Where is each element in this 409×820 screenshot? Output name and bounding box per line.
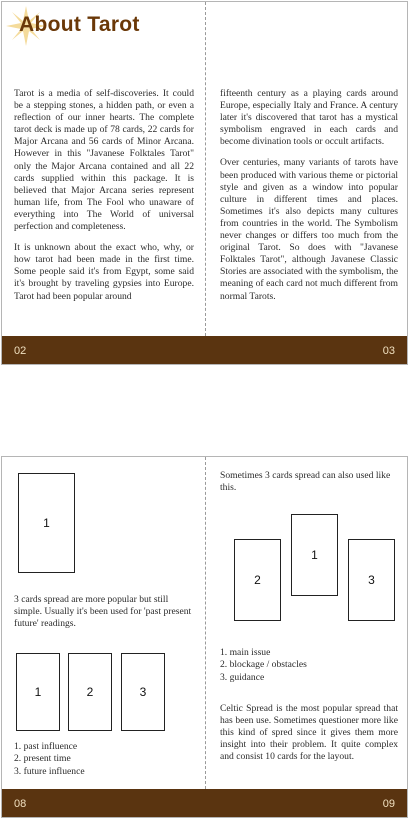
top-spread [1,1,408,365]
page-number-left: 02 [14,345,27,357]
left-text-column [14,88,194,312]
title-block [6,6,206,46]
spread-card [121,653,165,731]
bottom-spread [1,456,408,818]
paragraph: 3 cards spread are more popular but still simple. Usually it's been used for 'past present future' readings. [14,594,192,630]
page-footer [2,789,407,817]
card-label: 3 [139,685,147,699]
paragraph: fifteenth century as a playing cards around Europe, especially Italy and France. A century later it's discovered that tarot has a mystical symbolism engraved in each cards and become divination tools or occult artifacts. [220,88,398,148]
spread-card [348,539,395,621]
list-item: 2. present time [14,753,71,765]
list-item: 1. past influence [14,741,78,752]
list-item: 2. blockage / obstacles [220,659,307,671]
page-footer [2,336,407,364]
three-card-positions [14,741,85,778]
page-divider [205,2,206,336]
three-card-description [14,594,194,639]
page-number-left: 08 [14,798,27,810]
card-label: 1 [311,548,318,562]
card-label: 3 [368,573,375,587]
paragraph: Sometimes 3 cards spread can also used like this. [220,470,391,494]
spread-card [68,653,112,731]
card-label: 1 [34,685,42,699]
paragraph: Celtic Spread is the most popular spread that has been use. Sometimes questioner more like this kind of spred since it gives them more insight into their problem. It quite complex and consist 10 cards for the layout. [220,703,398,763]
paragraph: Over centuries, many variants of tarots have been produced with various theme or pictorial style and given as a window into popular culture in different times and places. Sometimes it's also depicts many cultures from countries in the world. The Symbolism never changes or differs too much from the original Tarot. So does with "Javanese Folktales Tarot", although Javanese Classic Stories are associated with the symbolism, the meaning of each card not much different from normal Tarots. [220,157,398,302]
card-label: 2 [254,573,261,587]
paragraph: It is unknown about the exact who, why, or how tarot had been made in the first time. Some people said it's from Egypt, some said it's brought by traveling gypsies into Europe. Tarot had been popular around [14,242,194,302]
right-text-column [220,88,398,312]
page-divider [205,457,206,789]
alt-spread-intro [220,470,398,503]
list-item: 3. future influence [14,765,85,777]
card-label: 1 [43,516,50,530]
page-number-right: 03 [382,345,395,357]
spread-card [234,539,281,621]
page-number-right: 09 [382,798,395,810]
spread-card [291,514,338,596]
list-item: 3. guidance [220,671,265,683]
single-card [18,473,75,573]
spread-card [16,653,60,731]
celtic-spread-description [220,703,398,772]
list-item: 1. main issue [220,647,271,658]
alt-spread-positions [220,647,307,684]
card-label: 2 [86,685,94,699]
paragraph: Tarot is a media of self-discoveries. It could be a stepping stones, a hidden path, or even a reflection of our inner hearts. The complete tarot deck is made up of 78 cards, 22 cards for Major Arcana and 56 cards of Minor Arcana. However in this "Javanese Folktales Tarot" only the Major Arcana contained and all 22 cards supplied within this package. It is believed that Major Arcana series represent human life, from The Fool who unaware of everything into The World of universal perfection and completeness. [14,88,194,233]
page-title: About Tarot [19,13,140,36]
